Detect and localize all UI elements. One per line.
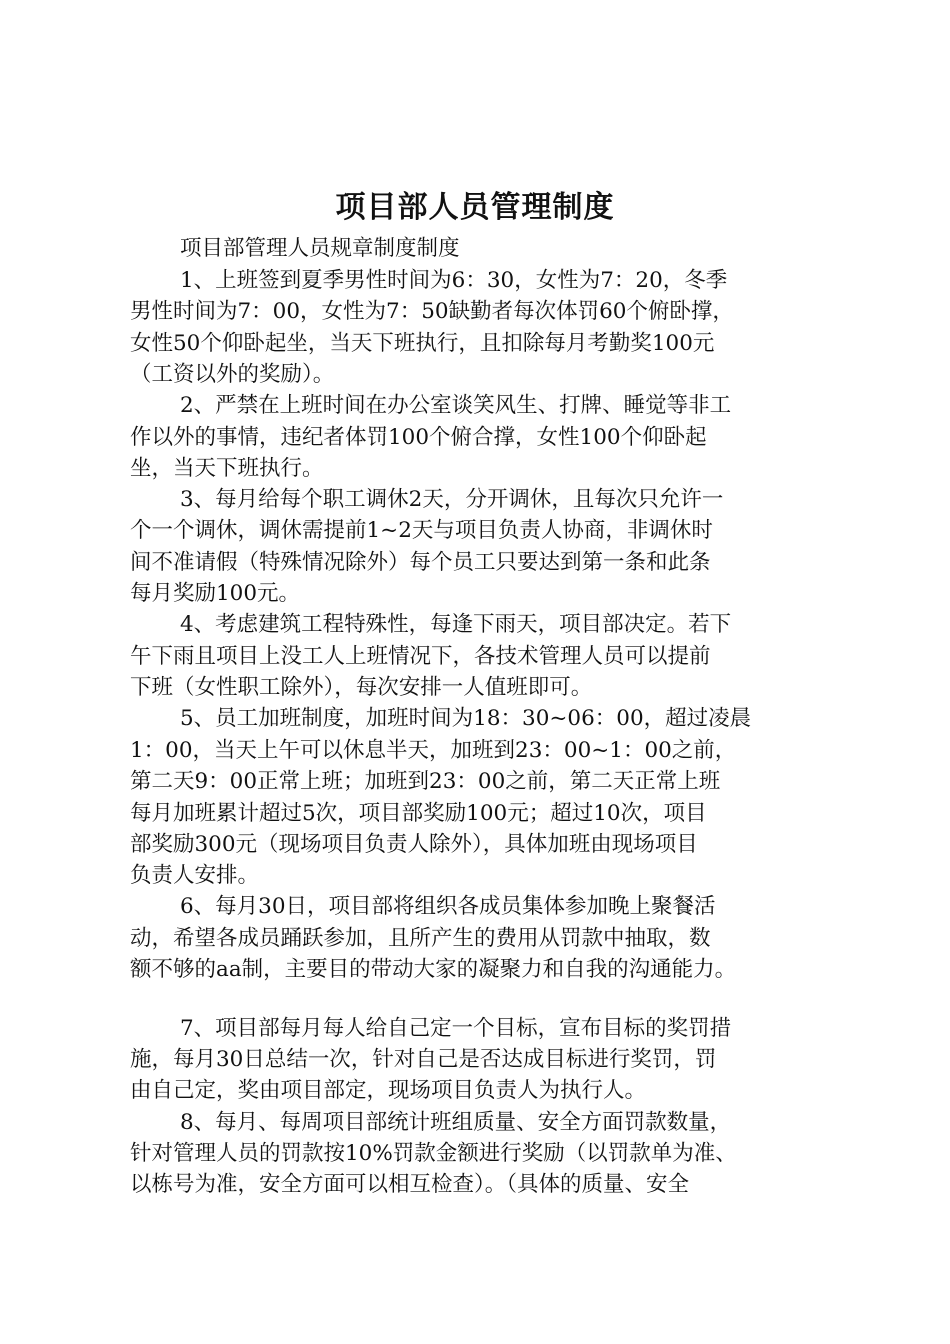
paragraph-line: 个一个调休，调休需提前1~2天与项目负责人协商，非调休时 <box>130 518 713 543</box>
paragraph-line: 动，希望各成员踊跃参加，且所产生的费用从罚款中抽取，数 <box>130 926 711 951</box>
paragraph-line: 作以外的事情，违纪者体罚100个俯合撑，女性100个仰卧起 <box>130 425 707 450</box>
paragraph-line: 针对管理人员的罚款按10%罚款金额进行奖励（以罚款单为准、 <box>130 1141 737 1166</box>
paragraph-line: 7、项目部每月每人给自己定一个目标，宣布目标的奖罚措 <box>180 1016 732 1041</box>
paragraph-line: 5、员工加班制度，加班时间为18：30~06：00，超过凌晨 <box>180 706 752 731</box>
paragraph-line: 男性时间为7：00，女性为7：50缺勤者每次体罚60个俯卧撑， <box>130 299 734 324</box>
paragraph-line: 女性50个仰卧起坐，当天下班执行，且扣除每月考勤奖100元 <box>130 331 715 356</box>
paragraph-line: 4、考虑建筑工程特殊性，每逢下雨天，项目部决定。若下 <box>180 612 732 637</box>
paragraph-line: 8、每月、每周项目部统计班组质量、安全方面罚款数量， <box>180 1110 732 1135</box>
paragraph-line: 每月奖励100元。 <box>130 581 301 606</box>
paragraph-line: 2、严禁在上班时间在办公室谈笑风生、打牌、睡觉等非工 <box>180 393 732 418</box>
paragraph-line: 1：00，当天上午可以休息半天，加班到23：00~1：00之前， <box>130 738 737 763</box>
paragraph-line: 午下雨且项目上没工人上班情况下，各技术管理人员可以提前 <box>130 644 711 669</box>
paragraph-line: 坐，当天下班执行。 <box>130 456 324 481</box>
paragraph-line: 施，每月30日总结一次，针对自己是否达成目标进行奖罚，罚 <box>130 1047 717 1072</box>
paragraph-line: 间不准请假（特殊情况除外）每个员工只要达到第一条和此条 <box>130 550 711 575</box>
paragraph-line: 负责人安排。 <box>130 863 260 888</box>
paragraph-line: 第二天9：00正常上班；加班到23：00之前，第二天正常上班 <box>130 769 721 794</box>
paragraph-line: 额不够的aa制，主要目的带动大家的凝聚力和自我的沟通能力。 <box>130 957 737 982</box>
paragraph-line: 部奖励300元（现场项目负责人除外），具体加班由现场项目 <box>130 832 698 857</box>
paragraph-line: 3、每月给每个职工调休2天，分开调休，且每次只允许一 <box>180 487 724 512</box>
paragraph-line: （工资以外的奖励）。 <box>130 362 335 387</box>
subtitle-line: 项目部管理人员规章制度制度 <box>180 236 460 261</box>
document-title: 项目部人员管理制度 <box>335 190 615 225</box>
paragraph-line: 由自己定，奖由项目部定，现场项目负责人为执行人。 <box>130 1078 647 1103</box>
paragraph-line: 1、上班签到夏季男性时间为6：30，女性为7：20，冬季 <box>180 268 728 293</box>
paragraph-line: 每月加班累计超过5次，项目部奖励100元；超过10次，项目 <box>130 801 707 826</box>
paragraph-line: 以栋号为准，安全方面可以相互检查）。（具体的质量、安全 <box>130 1172 690 1197</box>
paragraph-line: 下班（女性职工除外），每次安排一人值班即可。 <box>130 675 593 700</box>
paragraph-line: 6、每月30日，项目部将组织各成员集体参加晚上聚餐活 <box>180 894 716 919</box>
